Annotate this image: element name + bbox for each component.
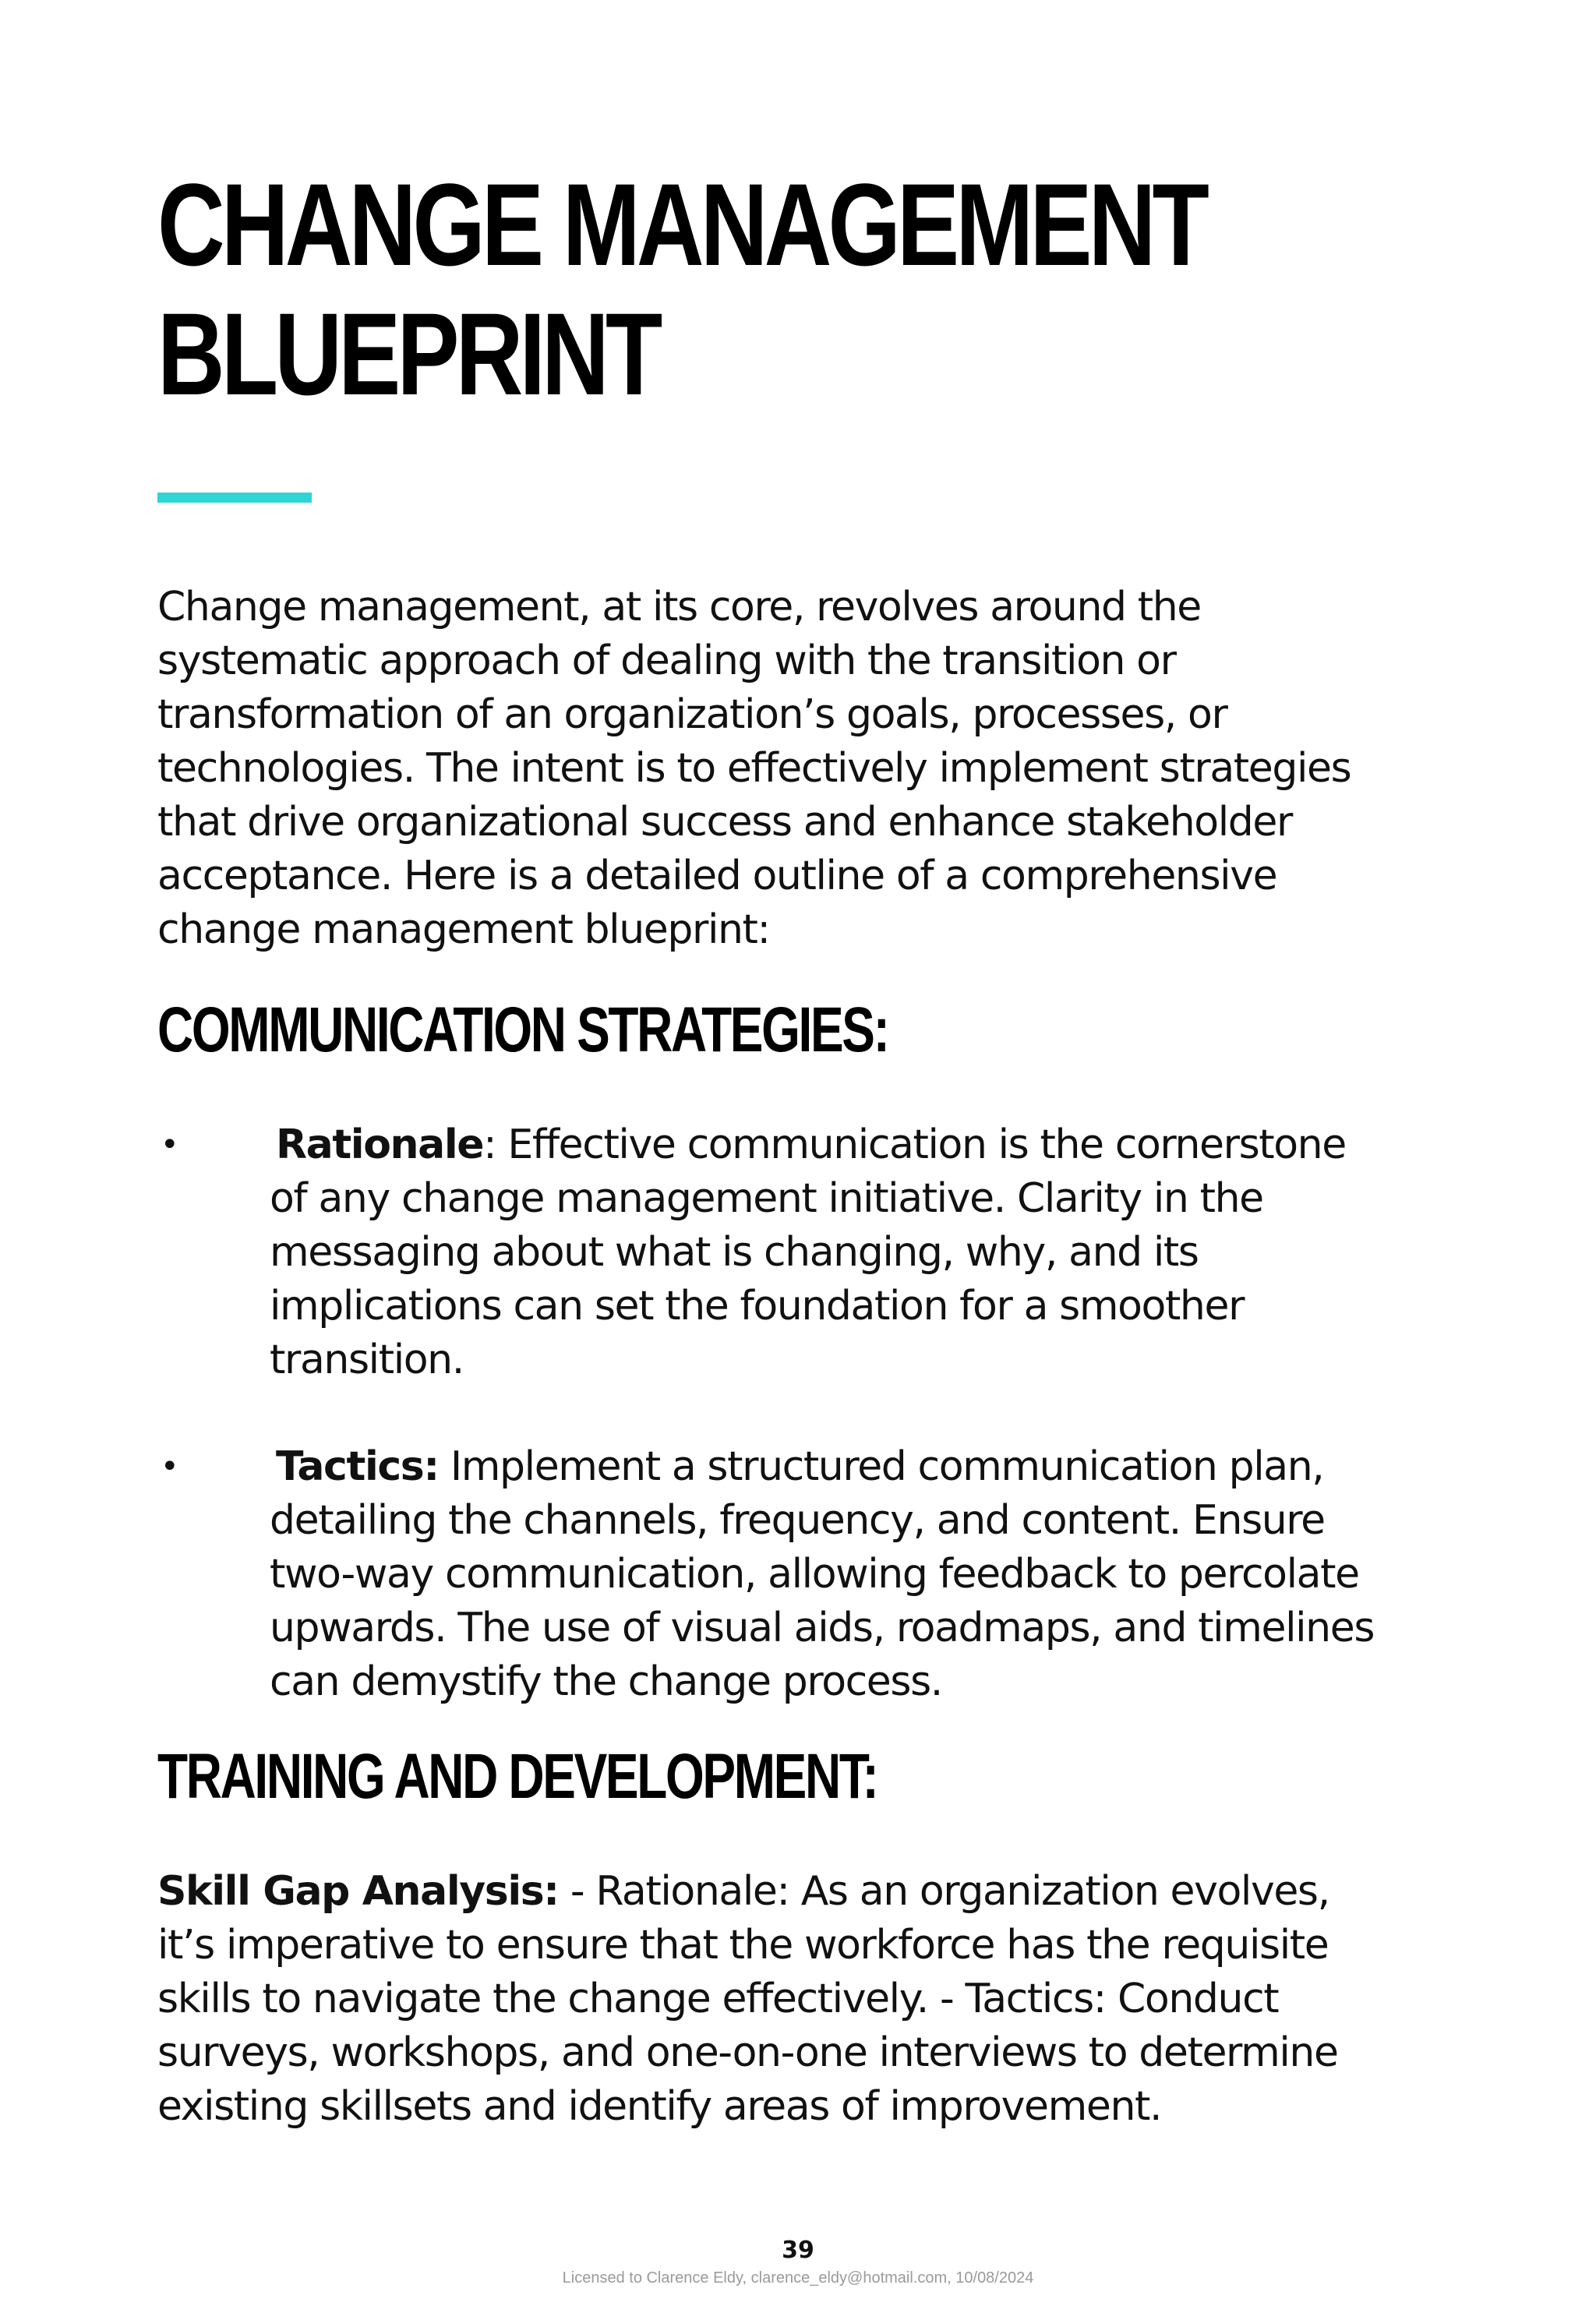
skill-gap-paragraph xyxy=(157,1865,1482,2134)
communication-bullet-list-2 xyxy=(157,1440,1482,1709)
intro-line: Change management, at its core, revolves around the xyxy=(157,584,1201,630)
skill-gap-line: surveys, workshops, and one-on-one interviews to determine xyxy=(157,2029,1338,2076)
communication-bullet-list xyxy=(157,1118,1482,1387)
bullet-text-line: two-way communication, allowing feedback to percolate xyxy=(270,1551,1359,1598)
intro-line: that drive organizational success and enhance stakeholder xyxy=(157,799,1292,846)
bullet-text-line: Implement a structured communication plan, xyxy=(438,1443,1324,1490)
skill-gap-line: it’s imperative to ensure that the workforce has the requisite xyxy=(157,1922,1329,1969)
bullet-text-line: implications can set the foundation for a smoother xyxy=(270,1283,1245,1330)
section-heading-training: TRAINING AND DEVELOPMENT: xyxy=(157,1741,877,1812)
page-title-line-2: BLUEPRINT xyxy=(157,288,659,419)
bullet-dot: • xyxy=(161,1127,178,1163)
bullet-item-rationale xyxy=(157,1118,1482,1387)
intro-line: acceptance. Here is a detailed outline of a comprehensive xyxy=(157,853,1277,899)
bullet-text-line: : Effective communication is the cornerstone xyxy=(483,1121,1346,1168)
skill-gap-lead: Skill Gap Analysis: xyxy=(157,1868,559,1915)
bullet-item-tactics xyxy=(157,1440,1482,1709)
intro-line: systematic approach of dealing with the transition or xyxy=(157,637,1176,684)
skill-gap-line: - Rationale: As an organization evolves, xyxy=(558,1868,1329,1915)
bullet-text-line: messaging about what is changing, why, and its xyxy=(270,1229,1199,1276)
bullet-dot: • xyxy=(161,1449,178,1485)
bullet-lead-tactics: Tactics: xyxy=(276,1443,439,1490)
bullet-text-line: detailing the channels, frequency, and content. Ensure xyxy=(270,1497,1325,1544)
title-accent-bar xyxy=(157,493,312,503)
license-notice: Licensed to Clarence Eldy, clarence_eldy@hotmail.com, 10/08/2024 xyxy=(562,2269,1034,2287)
intro-line: change management blueprint: xyxy=(157,906,770,953)
skill-gap-line: existing skillsets and identify areas of improvement. xyxy=(157,2083,1162,2130)
intro-line: transformation of an organization’s goals, processes, or xyxy=(157,691,1227,738)
intro-line: technologies. The intent is to effectively implement strategies xyxy=(157,745,1351,792)
page-title-line-1: CHANGE MANAGEMENT xyxy=(157,159,1206,290)
bullet-text-line: upwards. The use of visual aids, roadmaps, and timelines xyxy=(270,1605,1375,1651)
intro-paragraph xyxy=(157,581,1467,957)
page-title xyxy=(157,160,1217,418)
bullet-text-line: of any change management initiative. Clarity in the xyxy=(270,1175,1263,1222)
bullet-lead-rationale: Rationale xyxy=(276,1121,484,1168)
page-number: 39 xyxy=(782,2237,814,2264)
skill-gap-line: skills to navigate the change effectively. - Tactics: Conduct xyxy=(157,1976,1279,2022)
bullet-text-line: can demystify the change process. xyxy=(270,1658,942,1705)
section-heading-communication: COMMUNICATION STRATEGIES: xyxy=(157,994,888,1065)
bullet-text-line: transition. xyxy=(270,1337,464,1383)
